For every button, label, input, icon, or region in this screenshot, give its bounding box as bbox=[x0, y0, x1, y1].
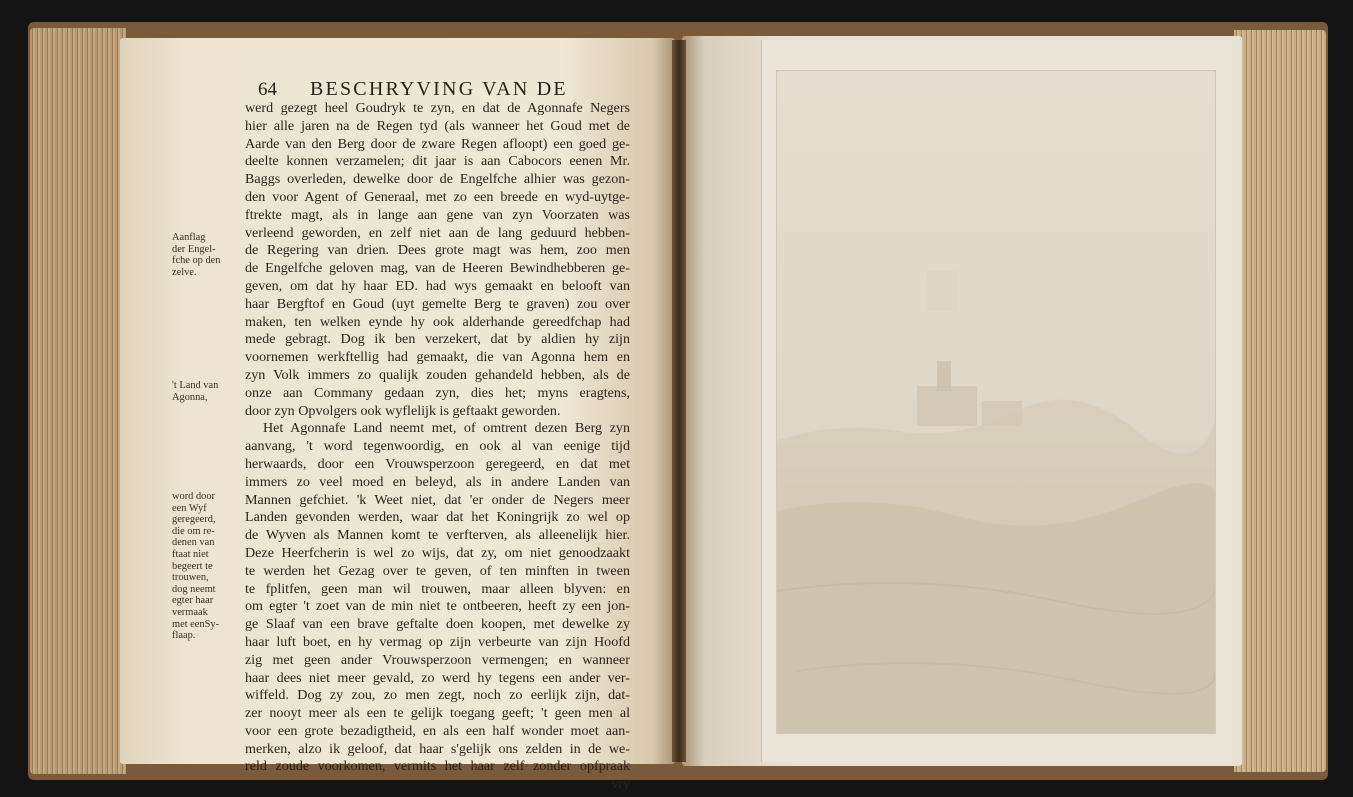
text-line: zig met geen ander Vrouwsperzoon vermengen; en wanneer bbox=[245, 651, 630, 668]
margin-note-3 bbox=[172, 491, 219, 642]
margin-note-line: 't Land van bbox=[172, 380, 219, 391]
left-page-edges bbox=[30, 28, 126, 774]
text-line: haar luft boet, en hy vermag op zijn verbeurte van zijn Hoofd bbox=[245, 633, 630, 650]
text-line: aanvang, 't word tegenwoordig, en ook al van eenige tijd bbox=[245, 438, 630, 455]
text-line: haar dees niet meer gevald, zo werd hy tegens een ander ver- bbox=[245, 669, 630, 686]
faint-landscape-engraving bbox=[777, 71, 1215, 733]
text-line: wiffeld. Dog zy zou, zo men zegt, noch zo eerlijk zijn, dat- bbox=[245, 687, 630, 704]
text-line: de Engelfche geloven mag, van de Heeren Bewindhebberen ge- bbox=[245, 260, 630, 277]
text-line: Het Agonnafe Land neemt met, of omtrent dezen Berg zyn bbox=[263, 420, 630, 437]
margin-note-line: denen van bbox=[172, 537, 215, 549]
text-line: deelte konnen verzamelen; dit jaar is aan Cabocors eenen Mr. bbox=[245, 153, 630, 170]
margin-note-line: fche op den bbox=[172, 255, 221, 267]
text-line: Landen gevonden werden, waar dat het Koningrijk zo wel op bbox=[245, 509, 630, 526]
text-line: Baggs overleden, dewelke door de Engelfche alhier was gezon- bbox=[245, 171, 630, 188]
margin-note-1 bbox=[172, 232, 220, 278]
margin-note-line: egter haar bbox=[172, 595, 214, 607]
text-line: geven, om dat hy haar ED. had wys gemaakt en belooft van bbox=[245, 277, 630, 294]
text-line: onze aan Commany gedaan zyn, dies het; myns eragtens, bbox=[245, 384, 630, 401]
text-line: de Regering van drien. Dees grote magt was hem, zoo men bbox=[245, 242, 630, 259]
text-line: de Wyven als Mannen komt te verfterven, als alleenelijk hier. bbox=[245, 527, 630, 544]
text-line: Aarde van den Berg door de zware Regen afloopt) een goed ge- bbox=[245, 135, 630, 152]
margin-note-line: een Wyf bbox=[172, 502, 207, 514]
margin-note-line: begeert te bbox=[172, 560, 213, 572]
margin-note-line: geregeerd, bbox=[172, 514, 216, 526]
margin-note-2 bbox=[172, 380, 218, 403]
text-line: immers zo veel moed en beleyd, als in andere Landen van bbox=[245, 473, 630, 490]
margin-note-line: trouwen, bbox=[172, 572, 209, 584]
text-line: te werden het Gezag over te geven, of ten minften in tween bbox=[245, 562, 630, 579]
body-text bbox=[245, 100, 630, 794]
text-line: merken, alzo ik geloof, dat haar s'gelijk ons zelden in de we- bbox=[245, 740, 630, 757]
margin-note-line: die om re- bbox=[172, 525, 215, 537]
text-line: haar Bergftof en Goud (uyt gemelte Berg te graven) zou over bbox=[245, 295, 630, 312]
catchword: vry bbox=[611, 776, 630, 793]
text-line: mede gebragt. Dog ik ben verzekert, dat by aldien hy zijn bbox=[245, 331, 630, 348]
page-header-title: BESCHRYVING VAN DE bbox=[310, 78, 568, 100]
text-line: hier alle jaren na de Regen tyd (als wanneer het Goud met de bbox=[245, 117, 630, 134]
margin-note-line: dog neemt bbox=[172, 583, 216, 595]
text-line: herwaards, door een Vrouwsperzoon geregeerd, en dat met bbox=[245, 455, 630, 472]
page-number: 64 bbox=[258, 79, 277, 100]
text-line: Deze Heerfcherin is wel zo wijs, dat zy, om niet genoodzaakt bbox=[245, 544, 630, 561]
margin-note-line: der Engel- bbox=[172, 243, 216, 255]
text-line: reld zoude voorkomen, vermits het haar zelf zonder opfpraak bbox=[245, 758, 630, 775]
margin-note-line: word door bbox=[172, 491, 215, 502]
text-line: den voor Agent of Generaal, met zo een breede en wyd-uytge- bbox=[245, 188, 630, 205]
text-line: voornemen werkftellig had gemaakt, die van Agonna hem en bbox=[245, 349, 630, 366]
text-line: Mannen gefchiet. 'k Weet niet, dat 'er onder de Negers meer bbox=[245, 491, 630, 508]
text-line: ftrekte magt, als in lange aan gene van zyn Voorzaten was bbox=[245, 206, 630, 223]
text-line: voor een grote bezadigtheid, en als een half wonder moet aan- bbox=[245, 722, 630, 739]
margin-note-line: Agonna, bbox=[172, 391, 208, 403]
engraving-plate-image bbox=[776, 70, 1216, 734]
text-line: door zyn Opvolgers ook wyflelijk is geftaakt geworden. bbox=[245, 402, 561, 419]
text-line: te fplitfen, geen man wil trouwen, maar alleen blyven: en bbox=[245, 580, 630, 597]
margin-note-line: flaap. bbox=[172, 630, 196, 642]
text-line: ge Slaaf van een brave geftalte doen koopen, met dewelke zy bbox=[245, 616, 630, 633]
right-page-edges bbox=[1234, 30, 1326, 772]
book-gutter bbox=[672, 40, 686, 762]
text-line: verleend geworden, en zelf niet aan de lang geduurd hebben- bbox=[245, 224, 630, 241]
margin-note-line: vermaak bbox=[172, 606, 208, 618]
text-line: zer nooyt meer als een te gelijk toegang geeft; 't geen men al bbox=[245, 705, 630, 722]
text-line: om egter 't zoet van de min niet te ontbeeren, heeft zy een jon- bbox=[245, 598, 630, 615]
text-line: zyn Volk immers zo qualijk zouden gehandeld hebben, als de bbox=[245, 366, 630, 383]
margin-note-line: met eenSy- bbox=[172, 618, 220, 630]
margin-note-line: zelve. bbox=[172, 266, 197, 278]
text-line: werd gezegt heel Goudryk te zyn, en dat de Agonnafe Negers bbox=[245, 100, 630, 116]
margin-note-line: ftaat niet bbox=[172, 548, 209, 560]
text-line: maken, ten welken eynde hy ook alderhande gereedfchap had bbox=[245, 313, 630, 330]
margin-note-line: Aanflag bbox=[172, 232, 206, 243]
